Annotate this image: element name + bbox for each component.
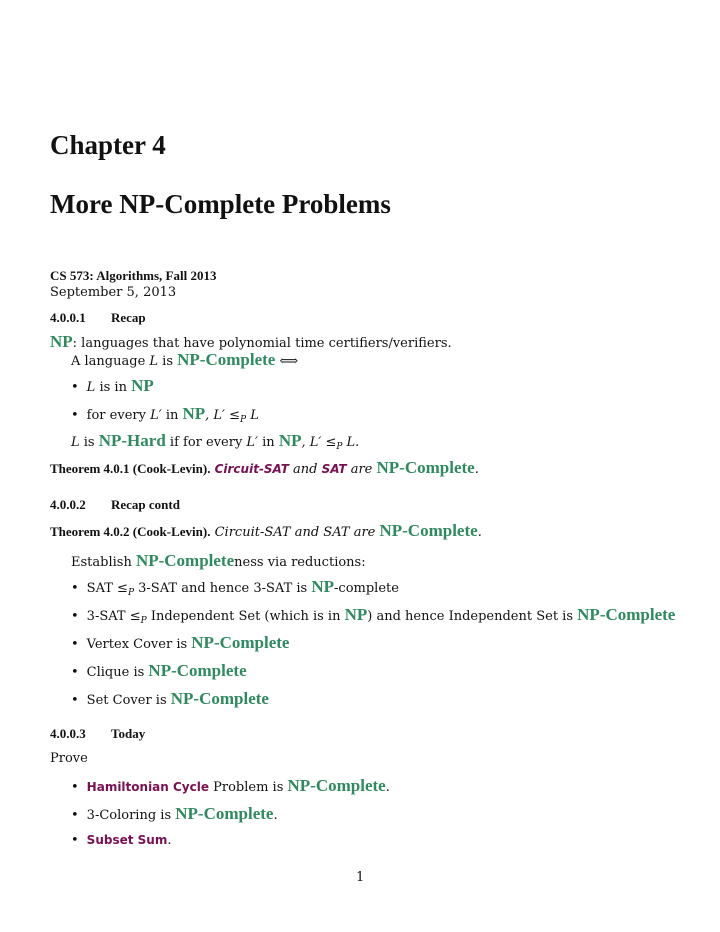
chapter-number: Chapter 4: [50, 130, 166, 160]
np-hard-definition: L is NP-Hard if for every L′ in NP, $L' \le_P$ L.: [71, 431, 360, 452]
list-item-clique: • Clique is NP-Complete: [71, 661, 247, 680]
recap-bullet-2: • for every L′ in NP, $L' \le_P$ L: [71, 404, 259, 425]
reduction-item-2: • $3-SAT \le_P$ Independent Set (which is in NP) and hence Independent Set is NP-Complete: [71, 605, 676, 626]
course-line: CS 573: Algorithms, Fall 2013: [50, 268, 217, 283]
today-item-subset-sum: • Subset Sum.: [71, 833, 172, 848]
today-item-3-coloring: • 3-Coloring is NP-Complete.: [71, 804, 278, 823]
section-heading-recap: 4.0.0.1 Recap: [50, 310, 146, 325]
course-date: September 5, 2013: [50, 285, 177, 300]
npc-definition: A language L is NP-Complete ⟺: [71, 350, 299, 369]
prove-label: Prove: [50, 751, 88, 766]
list-item-vertex-cover: • Vertex Cover is NP-Complete: [71, 633, 290, 652]
theorem-cook-levin-2: Theorem 4.0.2 (Cook-Levin). Circuit-SAT and SAT are NP-Complete.: [50, 521, 482, 540]
list-item-set-cover: • Set Cover is NP-Complete: [71, 689, 269, 708]
chapter-title: More NP-Complete Problems: [50, 189, 391, 219]
establish-line: Establish NP-Completeness via reductions:: [71, 551, 366, 570]
section-heading-today: 4.0.0.3 Today: [50, 726, 146, 741]
page-number: 1: [356, 870, 365, 885]
recap-bullet-1: • L is in NP: [71, 376, 154, 395]
theorem-cook-levin-1: Theorem 4.0.1 (Cook-Levin). Circuit-SAT and SAT are NP-Complete.: [50, 458, 479, 477]
today-item-hamiltonian: • Hamiltonian Cycle Problem is NP-Complete.: [71, 776, 390, 795]
np-definition: NP: languages that have polynomial time certifiers/verifiers.: [50, 332, 452, 351]
section-heading-recap-contd: 4.0.0.2 Recap contd: [50, 497, 180, 512]
reduction-item-1: • SAT $\le_P$ 3-SAT and hence 3-SAT is NP-complete: [71, 577, 399, 598]
